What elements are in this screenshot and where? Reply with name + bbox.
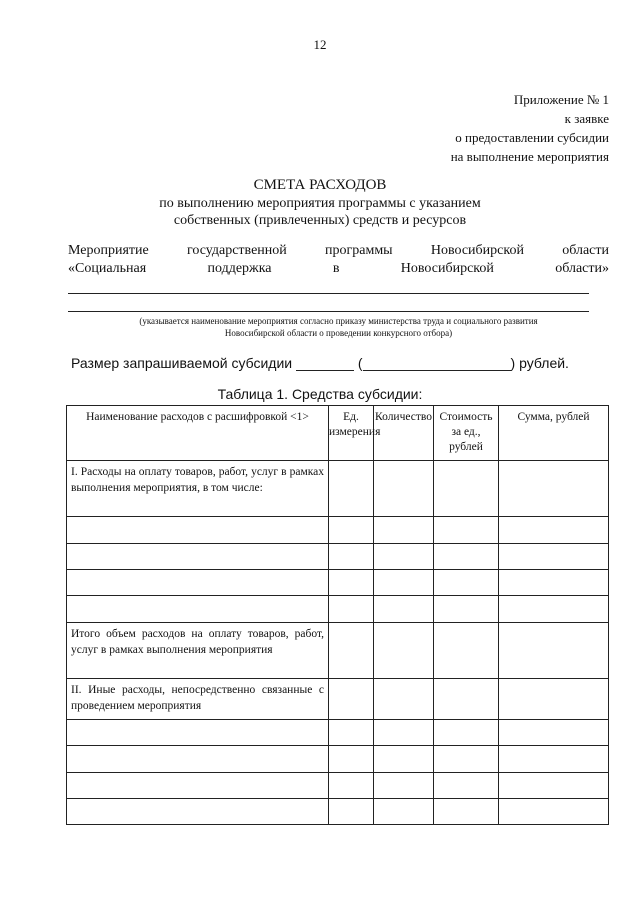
table-cell[interactable] bbox=[67, 596, 329, 623]
table-cell[interactable] bbox=[329, 517, 374, 544]
table-cell[interactable] bbox=[434, 679, 499, 720]
subsidy-label: Размер запрашиваемой субсидии bbox=[71, 355, 293, 371]
table-cell[interactable] bbox=[499, 544, 609, 570]
table-cell[interactable] bbox=[374, 679, 434, 720]
table-cell[interactable] bbox=[499, 799, 609, 825]
document-subtitle-line-1: по выполнению мероприятия программы с указанием bbox=[159, 196, 481, 211]
header-unit-cost: Стоимость за ед., рублей bbox=[434, 406, 499, 461]
subsidy-funds-table bbox=[66, 405, 609, 825]
table-row bbox=[67, 679, 609, 720]
event-word: Новосибирской bbox=[400, 261, 494, 276]
table-cell[interactable] bbox=[434, 799, 499, 825]
event-name-line-2 bbox=[68, 261, 609, 277]
table-cell[interactable] bbox=[499, 461, 609, 517]
subsidy-paren-close: ) bbox=[510, 355, 516, 371]
table-row bbox=[67, 596, 609, 623]
page-number: 12 bbox=[313, 37, 327, 52]
table-cell[interactable] bbox=[434, 746, 499, 773]
table-cell[interactable] bbox=[434, 596, 499, 623]
table-cell[interactable] bbox=[499, 517, 609, 544]
table-cell[interactable] bbox=[329, 720, 374, 746]
event-word: поддержка bbox=[207, 261, 272, 276]
instruction-note bbox=[68, 315, 609, 339]
table-row bbox=[67, 544, 609, 570]
table-row bbox=[67, 517, 609, 544]
table-cell[interactable] bbox=[499, 720, 609, 746]
table-cell[interactable] bbox=[499, 746, 609, 773]
table-cell[interactable] bbox=[329, 679, 374, 720]
document-title: СМЕТА РАСХОДОВ bbox=[253, 177, 387, 193]
table-cell[interactable] bbox=[499, 679, 609, 720]
event-word: области bbox=[562, 243, 609, 258]
table-cell[interactable] bbox=[329, 746, 374, 773]
table-cell[interactable] bbox=[329, 799, 374, 825]
table-row bbox=[67, 570, 609, 596]
table-cell[interactable] bbox=[499, 623, 609, 679]
table-row bbox=[67, 773, 609, 799]
table-cell[interactable] bbox=[434, 623, 499, 679]
table-cell[interactable] bbox=[67, 517, 329, 544]
table-cell[interactable] bbox=[329, 461, 374, 517]
table-cell[interactable] bbox=[67, 799, 329, 825]
subsidy-amount-blank bbox=[296, 356, 354, 371]
table-cell[interactable] bbox=[434, 461, 499, 517]
table-caption: Таблица 1. Средства субсидии: bbox=[217, 386, 423, 402]
appendix-line-3: о предоставлении субсидии bbox=[455, 130, 609, 145]
table-cell[interactable] bbox=[374, 799, 434, 825]
appendix-line-4: на выполнение мероприятия bbox=[450, 149, 609, 164]
table-cell[interactable] bbox=[434, 544, 499, 570]
table-cell[interactable] bbox=[329, 596, 374, 623]
section-1-total: Итого объем расходов на оплату товаров, работ, услуг в рамках выполнения мероприятия bbox=[67, 623, 329, 679]
subsidy-paren-open: ( bbox=[357, 355, 363, 371]
table-cell[interactable] bbox=[374, 544, 434, 570]
table-row bbox=[67, 799, 609, 825]
table-cell[interactable] bbox=[374, 570, 434, 596]
table-cell[interactable] bbox=[374, 720, 434, 746]
table-cell[interactable] bbox=[499, 596, 609, 623]
document-subtitle-line-2: собственных (привлеченных) средств и ресурсов bbox=[173, 213, 467, 228]
section-2-heading: II. Иные расходы, непосредственно связанные с проведением мероприятия bbox=[67, 679, 329, 720]
table-row bbox=[67, 720, 609, 746]
table-cell[interactable] bbox=[499, 773, 609, 799]
subsidy-unit: рублей. bbox=[519, 355, 569, 371]
instruction-note-line-2: Новосибирской области о проведении конкурсного отбора) bbox=[224, 328, 453, 338]
header-quantity: Количество bbox=[374, 406, 434, 461]
table-cell[interactable] bbox=[374, 461, 434, 517]
header-expense-name: Наименование расходов с расшифровкой <1> bbox=[67, 406, 329, 461]
table-cell[interactable] bbox=[67, 720, 329, 746]
section-1-heading: I. Расходы на оплату товаров, работ, услуг в рамках выполнения мероприятия, в том числе: bbox=[67, 461, 329, 517]
event-word: области» bbox=[555, 261, 609, 276]
event-word: «Социальная bbox=[68, 261, 147, 276]
header-total: Сумма, рублей bbox=[499, 406, 609, 461]
event-name-line-1 bbox=[68, 243, 609, 259]
event-word: государственной bbox=[186, 243, 287, 258]
table-cell[interactable] bbox=[434, 570, 499, 596]
appendix-line-1: Приложение № 1 bbox=[513, 92, 609, 107]
table-cell[interactable] bbox=[67, 773, 329, 799]
table-cell[interactable] bbox=[374, 596, 434, 623]
table-cell[interactable] bbox=[329, 623, 374, 679]
table-row bbox=[67, 623, 609, 679]
appendix-line-2: к заявке bbox=[564, 111, 609, 126]
table-cell[interactable] bbox=[329, 773, 374, 799]
table-cell[interactable] bbox=[434, 773, 499, 799]
event-word: Новосибирской bbox=[430, 243, 524, 258]
fill-in-line bbox=[68, 311, 589, 312]
table-row bbox=[67, 461, 609, 517]
table-cell[interactable] bbox=[67, 570, 329, 596]
document-title-block bbox=[0, 176, 640, 229]
table-cell[interactable] bbox=[434, 720, 499, 746]
event-word: Мероприятие bbox=[68, 243, 149, 258]
table-cell[interactable] bbox=[329, 544, 374, 570]
table-cell[interactable] bbox=[374, 623, 434, 679]
fill-in-line bbox=[68, 293, 589, 294]
subsidy-amount-words-blank bbox=[363, 356, 511, 371]
table-cell[interactable] bbox=[374, 517, 434, 544]
table-cell[interactable] bbox=[67, 544, 329, 570]
subsidy-amount-line bbox=[0, 355, 640, 371]
table-cell[interactable] bbox=[499, 570, 609, 596]
appendix-header bbox=[451, 90, 609, 166]
table-cell[interactable] bbox=[374, 746, 434, 773]
table-cell[interactable] bbox=[67, 746, 329, 773]
instruction-note-line-1: (указывается наименование мероприятия согласно приказу министерства труда и социального развития bbox=[139, 316, 538, 326]
header-unit: Ед. измерения bbox=[329, 406, 374, 461]
table-cell[interactable] bbox=[434, 517, 499, 544]
event-word: в bbox=[332, 261, 340, 276]
table-cell[interactable] bbox=[374, 773, 434, 799]
event-word: программы bbox=[325, 243, 393, 258]
table-header-row bbox=[67, 406, 609, 461]
table-cell[interactable] bbox=[329, 570, 374, 596]
table-row bbox=[67, 746, 609, 773]
